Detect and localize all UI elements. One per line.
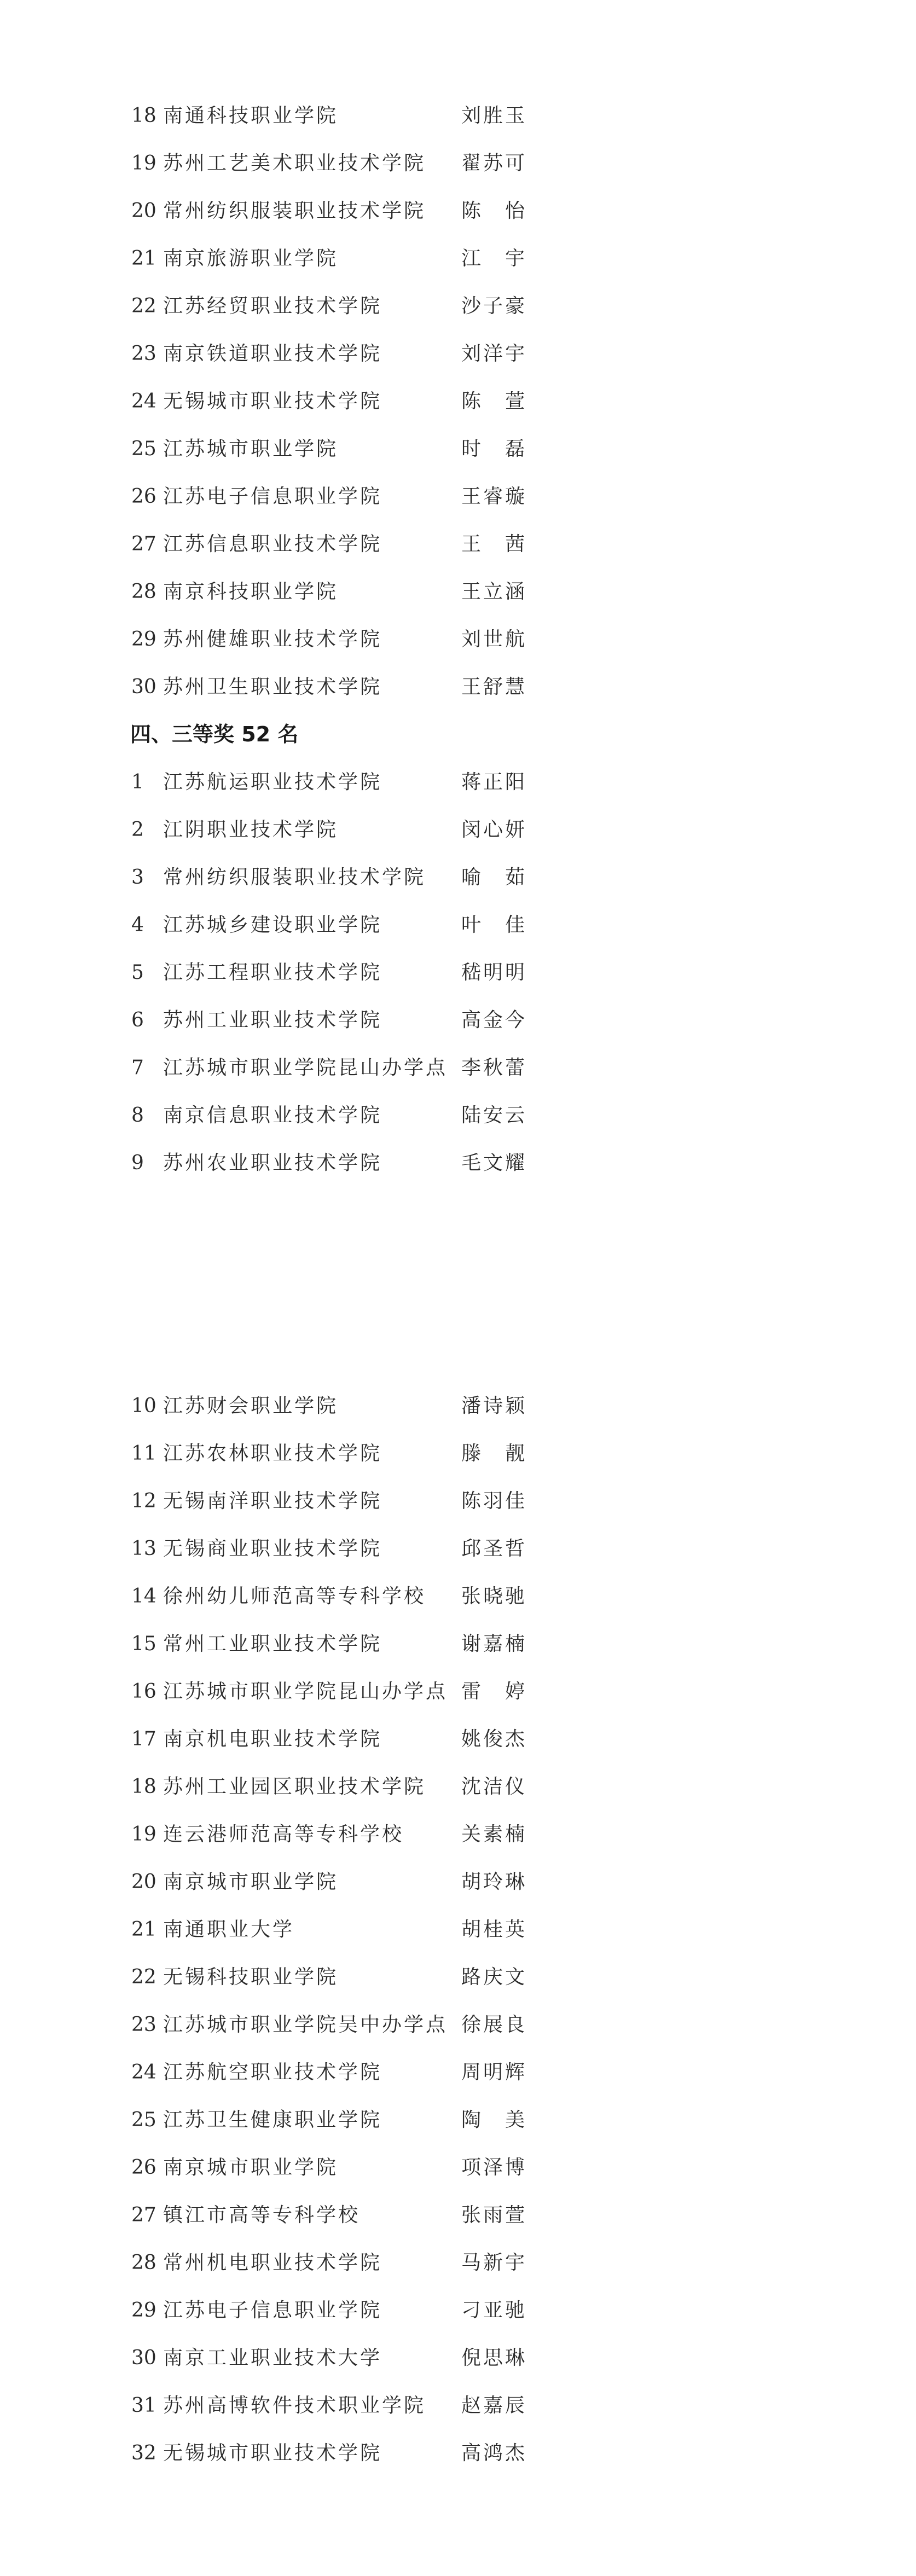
winner-name: 姚俊杰 [461, 1728, 527, 1750]
row-number: 7 [131, 1057, 144, 1079]
school-name: 无锡商业职业技术学院 [163, 1538, 382, 1560]
row-number: 21 [131, 247, 156, 270]
award-row [0, 1430, 916, 1477]
winner-name: 王睿璇 [461, 485, 527, 508]
winner-name: 蒋正阳 [461, 771, 527, 793]
award-row [0, 663, 916, 711]
award-row [0, 1953, 916, 2001]
school-name: 无锡城市职业技术学院 [163, 2442, 382, 2464]
award-row [0, 1763, 916, 1811]
award-row [0, 568, 916, 616]
award-row [0, 2287, 916, 2334]
winner-name: 喻 茹 [461, 866, 527, 889]
school-name: 江阴职业技术学院 [163, 819, 339, 841]
award-row [0, 1382, 916, 1430]
winner-name: 赵嘉辰 [461, 2394, 527, 2417]
row-number: 5 [131, 961, 144, 984]
winner-name: 沈洁仪 [461, 1776, 527, 1798]
award-row [0, 1477, 916, 1525]
winner-name: 王 茜 [461, 533, 527, 555]
winner-name: 高鸿杰 [461, 2442, 527, 2464]
row-number: 19 [131, 152, 156, 175]
winner-name: 沙子豪 [461, 295, 527, 317]
winner-name: 潘诗颖 [461, 1395, 527, 1417]
row-number: 18 [131, 105, 156, 127]
winner-name: 张雨萱 [461, 2204, 527, 2226]
row-number: 12 [131, 1490, 156, 1512]
award-row [0, 1525, 916, 1573]
row-number: 9 [131, 1152, 144, 1174]
section-heading-third-prize: 四、三等奖 52 名 [130, 722, 299, 746]
award-list-third-prize [0, 758, 916, 1187]
award-row [0, 1092, 916, 1139]
row-number: 23 [131, 2014, 156, 2036]
row-number: 21 [131, 1918, 156, 1941]
row-number: 16 [131, 1680, 156, 1703]
row-number: 31 [131, 2394, 156, 2417]
winner-name: 陈 萱 [461, 390, 527, 413]
row-number: 22 [131, 295, 156, 317]
winner-name: 倪思琳 [461, 2347, 527, 2369]
row-number: 24 [131, 2061, 156, 2084]
winner-name: 刁亚驰 [461, 2299, 527, 2322]
winner-name: 周明辉 [461, 2061, 527, 2084]
award-row [0, 996, 916, 1044]
school-name: 苏州工业职业技术学院 [163, 1009, 382, 1031]
winner-name: 邱圣哲 [461, 1538, 527, 1560]
school-name: 苏州健雄职业技术学院 [163, 628, 382, 651]
row-number: 27 [131, 533, 156, 555]
award-row [0, 378, 916, 425]
winner-name: 王舒慧 [461, 676, 527, 698]
award-row [0, 140, 916, 187]
award-row [0, 1044, 916, 1092]
winner-name: 叶 佳 [461, 914, 527, 936]
award-row [0, 235, 916, 282]
row-number: 10 [131, 1395, 156, 1417]
school-name: 徐州幼儿师范高等专科学校 [163, 1585, 426, 1608]
school-name: 南京城市职业学院 [163, 2156, 339, 2179]
award-row [0, 187, 916, 235]
school-name: 常州机电职业技术学院 [163, 2252, 382, 2274]
school-name: 江苏经贸职业技术学院 [163, 295, 382, 317]
award-row [0, 425, 916, 473]
row-number: 28 [131, 581, 156, 603]
school-name: 江苏城市职业学院 [163, 438, 339, 460]
award-row [0, 92, 916, 140]
school-name: 无锡南洋职业技术学院 [163, 1490, 382, 1512]
winner-name: 路庆文 [461, 1966, 527, 1988]
row-number: 30 [131, 676, 156, 698]
award-row [0, 616, 916, 663]
award-row [0, 473, 916, 520]
school-name: 江苏城市职业学院昆山办学点 [163, 1057, 448, 1079]
winner-name: 闵心妍 [461, 819, 527, 841]
school-name: 常州纺织服装职业技术学院 [163, 200, 426, 222]
row-number: 24 [131, 390, 156, 413]
winner-name: 高金今 [461, 1009, 527, 1031]
row-number: 1 [131, 771, 144, 793]
school-name: 南京科技职业学院 [163, 581, 339, 603]
school-name: 江苏卫生健康职业学院 [163, 2109, 382, 2131]
row-number: 6 [131, 1009, 144, 1031]
winner-name: 陈 怡 [461, 200, 527, 222]
row-number: 15 [131, 1633, 156, 1655]
award-row [0, 282, 916, 330]
award-row [0, 854, 916, 901]
school-name: 南通科技职业学院 [163, 105, 339, 127]
row-number: 18 [131, 1776, 156, 1798]
award-row [0, 2239, 916, 2287]
winner-name: 刘胜玉 [461, 105, 527, 127]
row-number: 19 [131, 1823, 156, 1846]
row-number: 11 [131, 1442, 156, 1465]
school-name: 南京铁道职业技术学院 [163, 343, 382, 365]
school-name: 江苏电子信息职业学院 [163, 2299, 382, 2322]
winner-name: 陶 美 [461, 2109, 527, 2131]
school-name: 南京信息职业技术学院 [163, 1104, 382, 1127]
row-number: 13 [131, 1538, 156, 1560]
award-row [0, 2382, 916, 2429]
school-name: 江苏航空职业技术学院 [163, 2061, 382, 2084]
document-page-2 [0, 1382, 916, 2477]
award-row [0, 2096, 916, 2144]
school-name: 江苏城市职业学院昆山办学点 [163, 1680, 448, 1703]
award-row [0, 758, 916, 806]
winner-name: 滕 靓 [461, 1442, 527, 1465]
school-name: 江苏信息职业技术学院 [163, 533, 382, 555]
winner-name: 徐展良 [461, 2014, 527, 2036]
school-name: 江苏电子信息职业学院 [163, 485, 382, 508]
award-row [0, 1811, 916, 1858]
award-row [0, 2144, 916, 2191]
winner-name: 张晓驰 [461, 1585, 527, 1608]
award-list-third-prize-continued [0, 1382, 916, 2477]
winner-name: 刘洋宇 [461, 343, 527, 365]
school-name: 苏州卫生职业技术学院 [163, 676, 382, 698]
award-list-second-prize-continued [0, 92, 916, 711]
award-row [0, 1620, 916, 1668]
school-name: 连云港师范高等专科学校 [163, 1823, 404, 1846]
award-row [0, 1906, 916, 1953]
row-number: 22 [131, 1966, 156, 1988]
school-name: 江苏城市职业学院吴中办学点 [163, 2014, 448, 2036]
award-row [0, 1858, 916, 1906]
row-number: 29 [131, 628, 156, 651]
school-name: 南通职业大学 [163, 1918, 295, 1941]
school-name: 苏州工艺美术职业技术学院 [163, 152, 426, 175]
school-name: 常州纺织服装职业技术学院 [163, 866, 426, 889]
award-row [0, 1573, 916, 1620]
award-row [0, 2191, 916, 2239]
school-name: 南京城市职业学院 [163, 1871, 339, 1893]
school-name: 江苏航运职业技术学院 [163, 771, 382, 793]
row-number: 23 [131, 343, 156, 365]
school-name: 江苏工程职业技术学院 [163, 961, 382, 984]
winner-name: 时 磊 [461, 438, 527, 460]
row-number: 8 [131, 1104, 144, 1127]
award-row [0, 806, 916, 854]
winner-name: 关素楠 [461, 1823, 527, 1846]
school-name: 苏州高博软件技术职业学院 [163, 2394, 426, 2417]
row-number: 20 [131, 200, 156, 222]
award-row [0, 1668, 916, 1715]
school-name: 江苏城乡建设职业学院 [163, 914, 382, 936]
award-row [0, 2429, 916, 2477]
school-name: 无锡科技职业学院 [163, 1966, 339, 1988]
award-row [0, 2001, 916, 2049]
award-row [0, 949, 916, 996]
school-name: 苏州工业园区职业技术学院 [163, 1776, 426, 1798]
row-number: 4 [131, 914, 144, 936]
row-number: 30 [131, 2347, 156, 2369]
winner-name: 谢嘉楠 [461, 1633, 527, 1655]
document-page-1 [0, 92, 916, 1187]
row-number: 20 [131, 1871, 156, 1893]
award-row [0, 901, 916, 949]
winner-name: 雷 婷 [461, 1680, 527, 1703]
school-name: 南京工业职业技术大学 [163, 2347, 382, 2369]
school-name: 南京机电职业技术学院 [163, 1728, 382, 1750]
school-name: 江苏农林职业技术学院 [163, 1442, 382, 1465]
school-name: 镇江市高等专科学校 [163, 2204, 361, 2226]
winner-name: 李秋蕾 [461, 1057, 527, 1079]
row-number: 29 [131, 2299, 156, 2322]
school-name: 常州工业职业技术学院 [163, 1633, 382, 1655]
row-number: 26 [131, 2156, 156, 2179]
row-number: 25 [131, 2109, 156, 2131]
winner-name: 项泽博 [461, 2156, 527, 2179]
row-number: 28 [131, 2252, 156, 2274]
row-number: 2 [131, 819, 144, 841]
row-number: 3 [131, 866, 144, 889]
winner-name: 毛文耀 [461, 1152, 527, 1174]
winner-name: 胡桂英 [461, 1918, 527, 1941]
row-number: 26 [131, 485, 156, 508]
row-number: 17 [131, 1728, 156, 1750]
winner-name: 胡玲琳 [461, 1871, 527, 1893]
school-name: 江苏财会职业学院 [163, 1395, 339, 1417]
winner-name: 嵇明明 [461, 961, 527, 984]
award-row [0, 1139, 916, 1187]
row-number: 14 [131, 1585, 156, 1608]
row-number: 32 [131, 2442, 156, 2464]
winner-name: 翟苏可 [461, 152, 527, 175]
winner-name: 陈羽佳 [461, 1490, 527, 1512]
row-number: 25 [131, 438, 156, 460]
school-name: 无锡城市职业技术学院 [163, 390, 382, 413]
award-row [0, 2049, 916, 2096]
winner-name: 王立涵 [461, 581, 527, 603]
school-name: 苏州农业职业技术学院 [163, 1152, 382, 1174]
winner-name: 江 宇 [461, 247, 527, 270]
school-name: 南京旅游职业学院 [163, 247, 339, 270]
winner-name: 陆安云 [461, 1104, 527, 1127]
award-row [0, 1715, 916, 1763]
winner-name: 马新宇 [461, 2252, 527, 2274]
award-row [0, 2334, 916, 2382]
winner-name: 刘世航 [461, 628, 527, 651]
award-row [0, 330, 916, 378]
award-row [0, 520, 916, 568]
row-number: 27 [131, 2204, 156, 2226]
